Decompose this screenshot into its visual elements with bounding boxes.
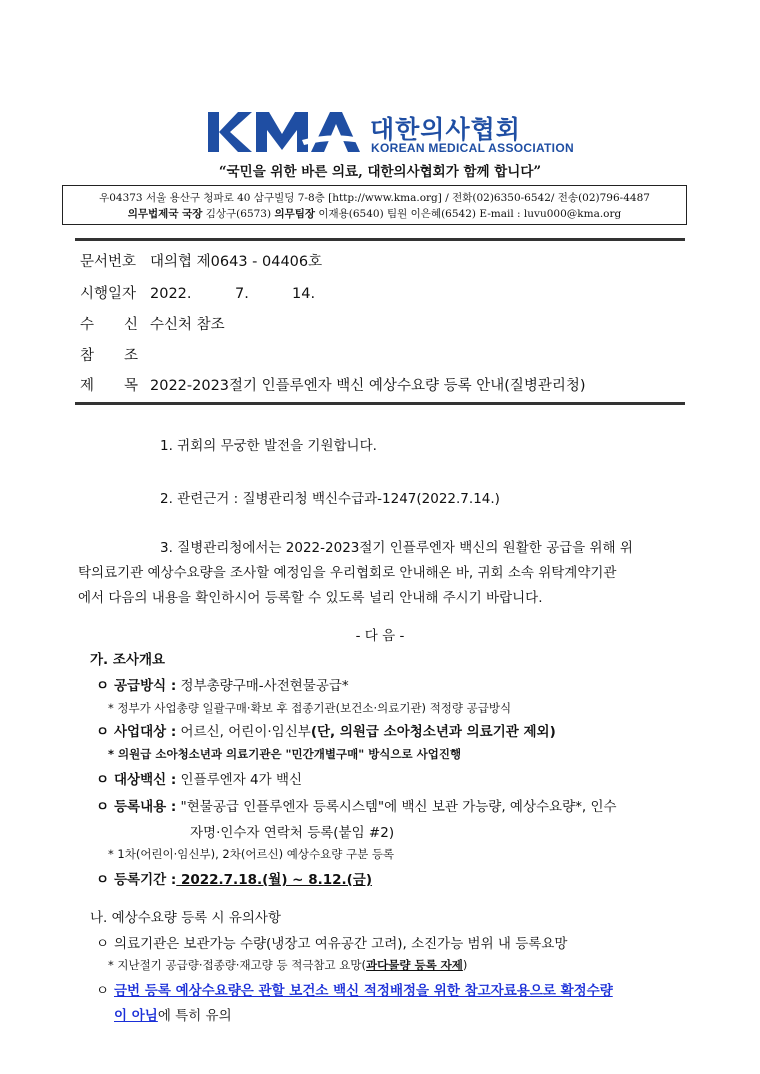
subject-value: 2022-2023절기 인플루엔자 백신 예상수요량 등록 안내(질병관리청) [150,378,586,394]
item-registration-content [96,795,617,815]
item-registration-period [96,868,372,888]
paragraph-3-line-3: 에서 다음의 내용을 확인하시어 등록할 수 있도록 널리 안내해 주시기 바랍니다. [78,590,543,606]
note-supply-method: * 정부가 사업총량 일괄구매·확보 후 접종기관(보건소·의료기관) 적정량 공급방식 [108,701,512,715]
note-registration-content: * 1차(어린이·임신부), 2차(어르신) 예상수요량 구분 등록 [108,847,395,861]
bullet-icon: ㅇ [96,724,110,740]
paragraph-3-line-2: 탁의료기관 예상수요량을 조사할 예정임을 우리협회로 안내해온 바, 귀회 소속 위탁계약기관 [78,565,617,581]
target-text: 어르신, 어린이·임신부 [176,724,311,740]
reference-label-2: 조 [123,348,138,364]
doc-number-label: 문서번호 [80,254,137,270]
registration-period-text: 2022.7.18.(월) ~ 8.12.(금) [176,872,373,888]
date-label: 시행일자 [80,286,137,302]
target-exception: (단, 의원급 소아청소년과 의료기관 제외) [310,724,556,740]
date-month: 7. [235,286,249,302]
bullet-icon: ㅇ [96,872,110,888]
reference-only-blue-1: 금번 등록 예상수요량은 관할 보건소 백신 적정배정을 위한 참고자료용으로 확정수량 [114,983,613,999]
contact-dept-person: 김상구(6573) [202,208,275,220]
supply-method-text: 정부총량구매-사전현물공급* [176,678,349,694]
date-year: 2022. [150,286,192,302]
vaccine-text: 인플루엔자 4가 백신 [176,772,303,788]
storage-note-end: ) [462,958,468,972]
contact-dept-title: 의무법제국 국장 [127,208,203,220]
paragraph-2: 2. 관련근거 : 질병관리청 백신수급과-1247(2022.7.14.) [160,491,500,507]
subject-label-1: 제 [80,378,95,394]
kma-logo [208,110,574,156]
contact-line-1: 우04373 서울 용산구 청파로 40 삼구빌딩 7-8층 [http://www.kma.org] / 전화(02)6350-6542/ 전송(02)796-4487 [99,192,650,204]
slogan: “국민을 위한 바른 의료, 대한의사협회가 함께 합니다” [218,164,542,180]
item-reference-only [96,979,613,999]
kma-logo-mark [208,110,360,154]
item-vaccine [96,768,302,788]
item-target [96,720,556,740]
target-label: 사업대상 : [114,724,177,740]
bullet-icon: ㅇ [96,799,110,815]
header-divider-top [75,238,685,241]
contact-box [62,185,687,225]
paragraph-1: 1. 귀회의 무궁한 발전을 기원합니다. [160,438,377,454]
storage-note-text: * 지난절기 공급량·접종량·재고량 등 적극참고 요망( [108,958,367,972]
reference-only-tail: 에 특히 유의 [157,1008,232,1024]
reference-label [80,344,138,365]
logo-name-korean: 대한의사협회 [370,115,521,144]
recipient-row [80,313,225,334]
doc-number-row [80,250,322,271]
recipient-label [80,313,138,334]
following-marker: - 다 음 - [355,628,405,644]
note-storage-capacity [108,957,467,973]
section-b-heading: 나. 예상수요량 등록 시 유의사항 [90,910,281,926]
bullet-icon: ㅇ [96,983,110,999]
registration-content-text-2: 자명·인수자 연락처 등록(붙임 #2) [190,825,395,841]
reference-only-blue-2: 이 아님 [114,1008,158,1024]
logo-name-english: KOREAN MEDICAL ASSOCIATION [371,141,574,155]
storage-capacity-text: 의료기관은 보관가능 수량(냉장고 여유공간 고려), 소진가능 범위 내 등록요망 [114,936,568,952]
reference-only-line-2 [114,1004,232,1024]
section-a-heading: 가. 조사개요 [90,652,166,668]
vaccine-label: 대상백신 : [114,772,177,788]
subject-label-2: 목 [123,378,138,394]
item-supply-method [96,674,349,694]
bullet-icon: ㅇ [96,936,110,952]
supply-method-label: 공급방식 : [114,678,177,694]
contact-line-2 [63,206,686,222]
registration-content-label: 등록내용 : [114,799,177,815]
registration-period-label: 등록기간 : [114,872,177,888]
reference-row [80,344,150,365]
recipient-label-2: 신 [123,317,138,333]
date-row [80,282,315,303]
registration-content-text-1: "현물공급 인플루엔자 등록시스템"에 백신 보관 가능량, 예상수요량*, 인수 [176,799,617,815]
recipient-label-1: 수 [80,317,95,333]
reference-label-1: 참 [80,348,95,364]
header-divider-bottom [75,402,685,405]
contact-team-title: 의무팀장 [274,208,316,220]
paragraph-3-line-1: 3. 질병관리청에서는 2022-2023절기 인플루엔자 백신의 원활한 공급을 위해 위 [160,540,633,556]
date-day: 14. [292,286,316,302]
subject-row [80,374,586,395]
subject-label [80,374,138,395]
note-target: * 의원급 소아청소년과 의료기관은 "민간개별구매" 방식으로 사업진행 [108,747,462,761]
item-storage-capacity [96,932,567,952]
recipient-value: 수신처 참조 [150,317,225,333]
doc-number-value: 대의협 제0643 - 04406호 [150,254,323,270]
storage-note-bold: 과다물량 등록 자제 [366,958,463,972]
bullet-icon: ㅇ [96,678,110,694]
bullet-icon: ㅇ [96,772,110,788]
contact-team-people: 이재용(6540) 팀원 이은혜(6542) E-mail : luvu000@kma.org [315,208,622,220]
